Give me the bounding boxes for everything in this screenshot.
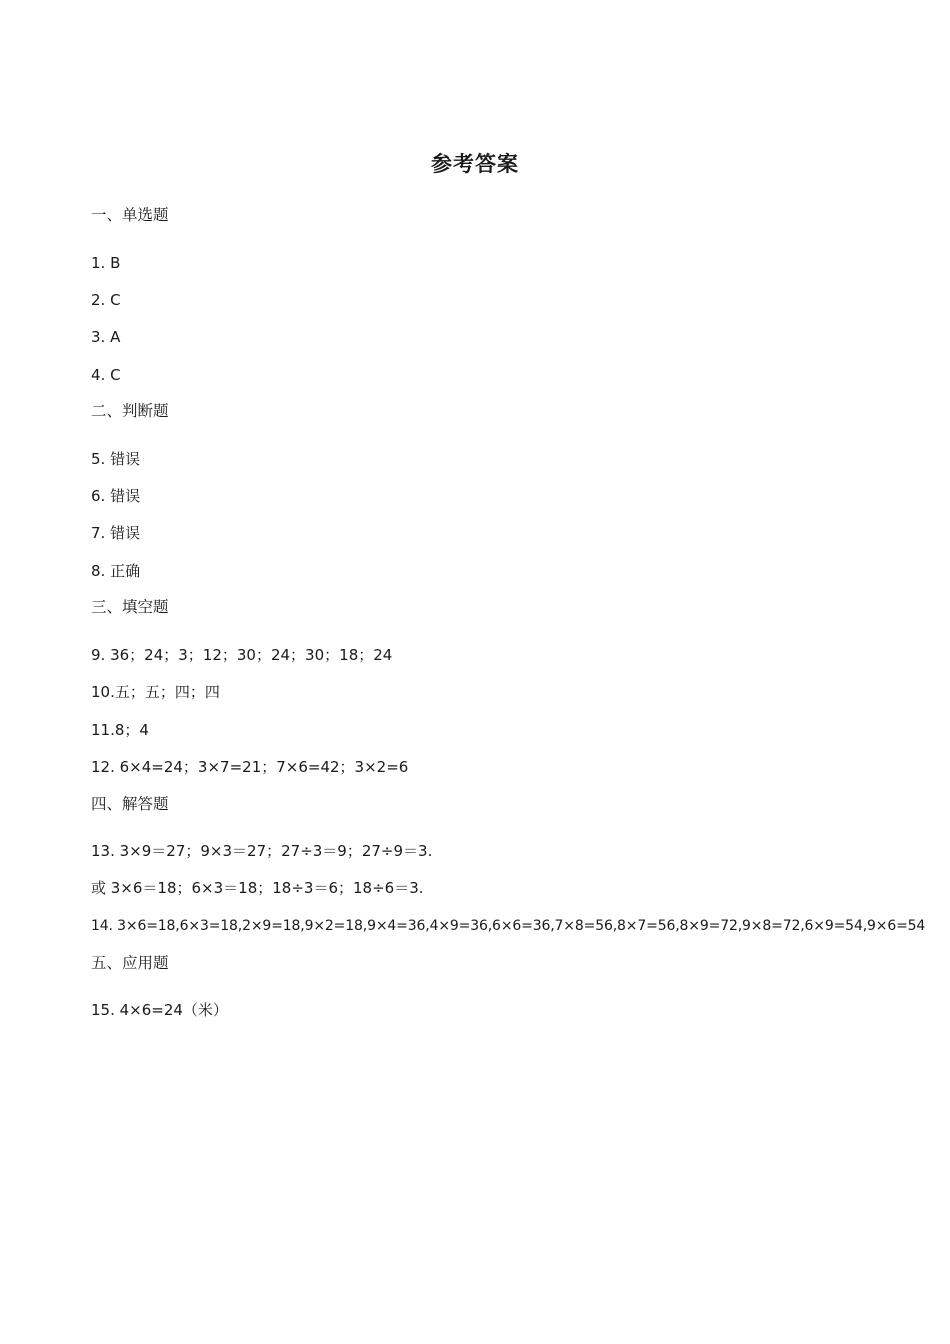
section-heading-single-choice: 一、单选题 bbox=[91, 206, 169, 224]
answer-item-4: 4. C bbox=[91, 366, 121, 384]
answer-item-12: 12. 6×4=24；3×7=21；7×6=42；3×2=6 bbox=[91, 758, 409, 776]
answer-item-8: 8. 正确 bbox=[91, 562, 141, 580]
answer-item-7: 7. 错误 bbox=[91, 524, 141, 542]
answer-item-2: 2. C bbox=[91, 291, 121, 309]
answer-item-13: 13. 3×9＝27；9×3＝27；27÷3＝9；27÷9＝3. bbox=[91, 842, 433, 860]
page-title: 参考答案 bbox=[431, 152, 519, 176]
answer-item-15: 15. 4×6=24（米） bbox=[91, 1001, 228, 1019]
answer-item-3: 3. A bbox=[91, 328, 121, 346]
section-heading-fill-blank: 三、填空题 bbox=[91, 598, 169, 616]
answer-item-13-alt: 或 3×6＝18；6×3＝18；18÷3＝6；18÷6＝3. bbox=[91, 879, 424, 897]
answer-item-10: 10.五；五；四；四 bbox=[91, 683, 220, 701]
answer-item-11: 11.8；4 bbox=[91, 721, 149, 739]
answer-item-9: 9. 36；24；3；12；30；24；30；18；24 bbox=[91, 646, 393, 664]
answer-item-6: 6. 错误 bbox=[91, 487, 141, 505]
section-heading-solve: 四、解答题 bbox=[91, 795, 169, 813]
answer-item-14: 14. 3×6=18,6×3=18,2×9=18,9×2=18,9×4=36,4×9=36,6×6=36,7×8=56,8×7=56,8×9=72,9×8=72,6×9=54,9×6=54 bbox=[91, 918, 926, 934]
section-heading-application: 五、应用题 bbox=[91, 954, 169, 972]
answer-item-5: 5. 错误 bbox=[91, 450, 141, 468]
section-heading-true-false: 二、判断题 bbox=[91, 402, 169, 420]
answer-item-1: 1. B bbox=[91, 254, 121, 272]
